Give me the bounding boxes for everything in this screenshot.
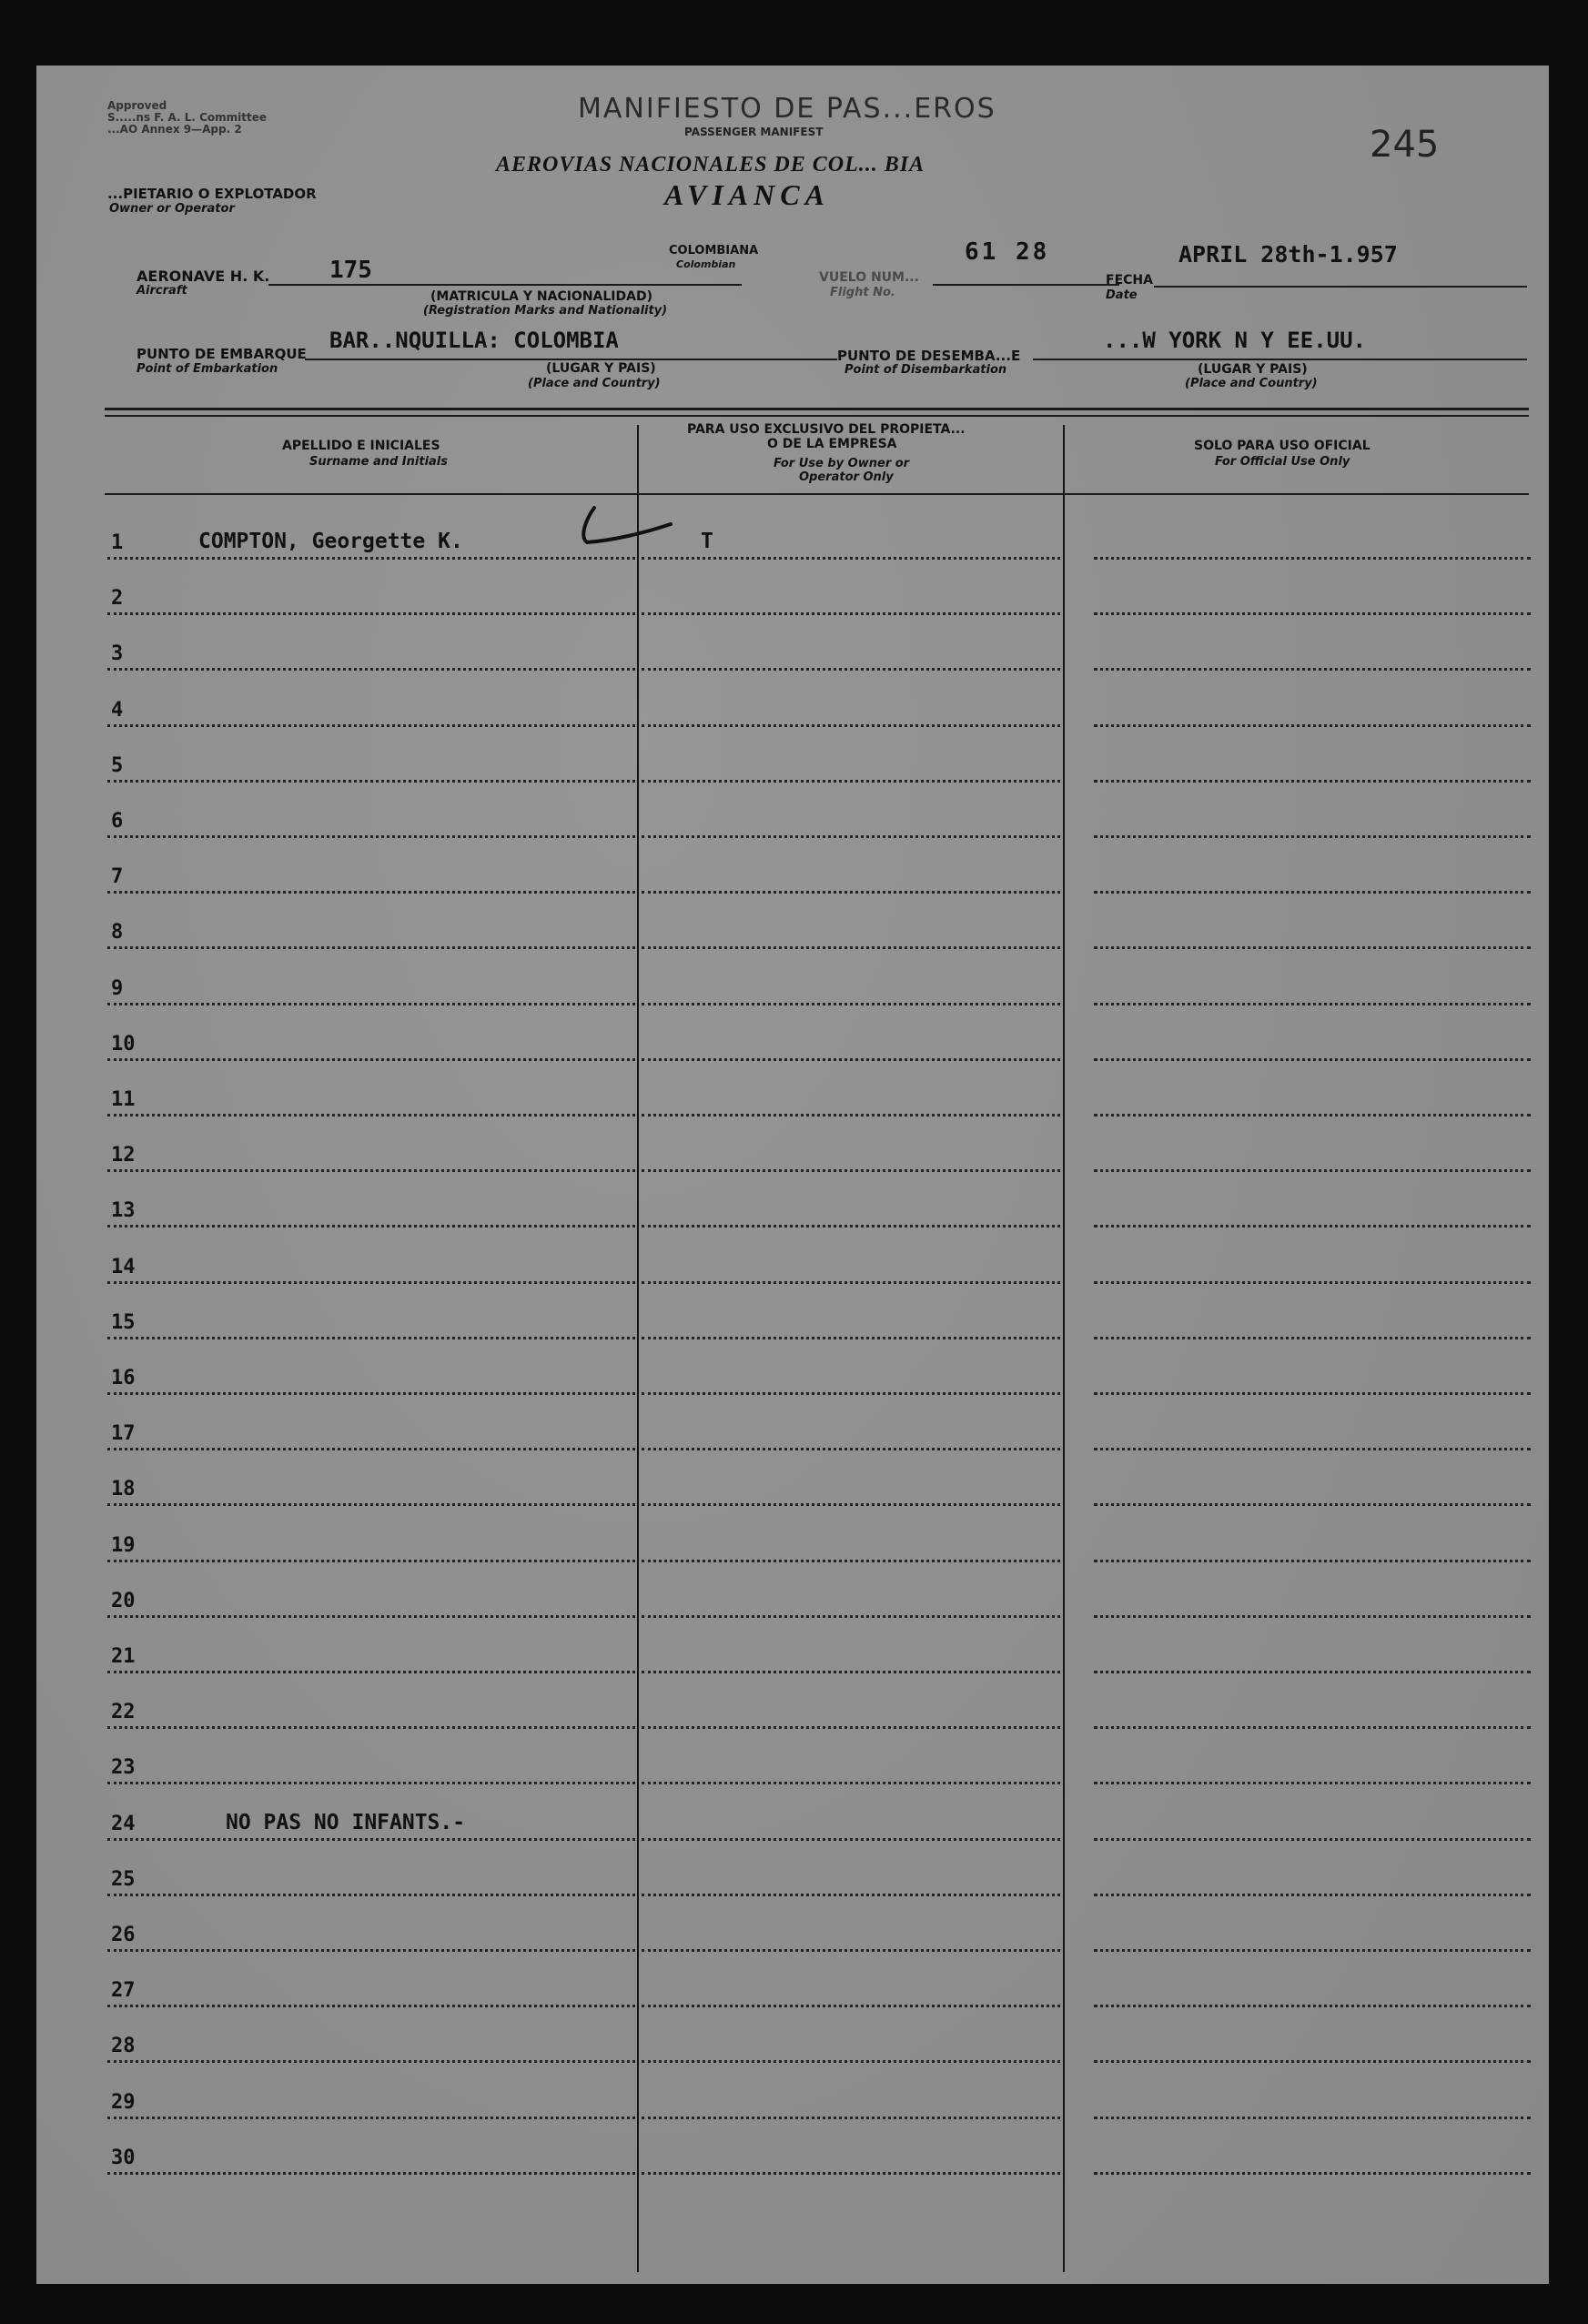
row-number: 23 <box>111 1756 136 1779</box>
table-row <box>36 530 1549 558</box>
row-number: 30 <box>111 2147 136 2169</box>
row-dotted-line <box>107 1726 635 1729</box>
row-dotted-line <box>107 891 635 894</box>
row-dotted-line <box>107 1169 635 1172</box>
table-row <box>36 1979 1549 2006</box>
row-dotted-line <box>1094 946 1531 949</box>
row-dotted-line <box>642 1615 1060 1618</box>
table-row <box>36 1311 1549 1338</box>
row-dotted-line <box>642 1114 1060 1117</box>
row-number: 26 <box>111 1924 136 1946</box>
row-dotted-line <box>107 1615 635 1618</box>
table-row <box>36 1144 1549 1170</box>
row-dotted-line <box>107 1114 635 1117</box>
row-dotted-line <box>642 1169 1060 1172</box>
row-dotted-line <box>107 612 635 615</box>
row-dotted-line <box>107 835 635 838</box>
row-dotted-line <box>642 668 1060 671</box>
owner-column-header-en-1: For Use by Owner or <box>774 457 910 470</box>
flight-label-en: Flight No. <box>830 286 895 299</box>
column-header-rule <box>105 493 1529 495</box>
registration-label-en: (Registration Marks and Nationality) <box>423 304 668 318</box>
table-row <box>36 1924 1549 1950</box>
column-divider-2 <box>1063 425 1065 2272</box>
disembark-label-en: Point of Disembarkation <box>845 363 1007 377</box>
row-dotted-line <box>1094 1726 1531 1729</box>
row-dotted-line <box>107 1560 635 1562</box>
manifest-subtitle: PASSENGER MANIFEST <box>684 126 824 138</box>
row-dotted-line <box>1094 1003 1531 1005</box>
embark-value: BAR..NQUILLA: COLOMBIA <box>329 328 619 353</box>
row-dotted-line <box>1094 1448 1531 1450</box>
table-row <box>36 1756 1549 1783</box>
table-row <box>36 810 1549 836</box>
row-dotted-line <box>642 1058 1060 1061</box>
table-row <box>36 921 1549 947</box>
row-dotted-line <box>107 1448 635 1450</box>
date-label-en: Date <box>1106 288 1138 302</box>
row-dotted-line <box>642 1225 1060 1228</box>
row-dotted-line <box>107 780 635 783</box>
manifest-title: MANIFIESTO DE PAS...EROS <box>578 93 996 125</box>
manifest-sheet <box>36 66 1549 2284</box>
table-row <box>36 1422 1549 1449</box>
row-number: 19 <box>111 1534 136 1557</box>
date-value: APRIL 28th-1.957 <box>1178 241 1398 268</box>
page-number: 245 <box>1370 124 1440 166</box>
name-column-header: APELLIDO E INICIALES <box>282 439 440 453</box>
table-row <box>36 1033 1549 1059</box>
table-row <box>36 1088 1549 1115</box>
nationality-en: Colombian <box>676 258 736 270</box>
row-number: 8 <box>111 921 124 944</box>
table-row <box>36 1367 1549 1393</box>
owner-label-en: Owner or Operator <box>109 202 235 216</box>
row-dotted-line <box>642 1949 1060 1952</box>
table-row <box>36 699 1549 725</box>
flight-value: 61 28 <box>965 238 1050 266</box>
row-number: 27 <box>111 1979 136 2002</box>
airline-logo-text: AVIANCA <box>664 178 830 211</box>
row-number: 18 <box>111 1478 136 1500</box>
row-number: 4 <box>111 699 124 722</box>
row-dotted-line <box>107 1281 635 1284</box>
row-dotted-line <box>642 557 1060 560</box>
row-dotted-line <box>1094 1225 1531 1228</box>
row-number: 17 <box>111 1422 136 1445</box>
table-row <box>36 1590 1549 1616</box>
header-rule-1 <box>105 408 1529 410</box>
table-row <box>36 1478 1549 1504</box>
row-dotted-line <box>107 1838 635 1841</box>
row-dotted-line <box>1094 1281 1531 1284</box>
row-dotted-line <box>1094 2005 1531 2007</box>
embark-label: PUNTO DE EMBARQUE <box>137 346 307 362</box>
row-dotted-line <box>1094 724 1531 727</box>
row-dotted-line <box>642 1337 1060 1339</box>
table-row <box>36 1701 1549 1727</box>
row-dotted-line <box>1094 1894 1531 1896</box>
row-dotted-line <box>1094 891 1531 894</box>
row-dotted-line <box>1094 668 1531 671</box>
row-number: 13 <box>111 1199 136 1222</box>
row-dotted-line <box>107 946 635 949</box>
disembark-sub: (LUGAR Y PAIS) <box>1198 362 1308 377</box>
aircraft-value: 175 <box>329 257 372 284</box>
row-dotted-line <box>642 2172 1060 2175</box>
row-dotted-line <box>107 2005 635 2007</box>
disembark-value: ...W YORK N Y EE.UU. <box>1103 328 1366 353</box>
row-dotted-line <box>1094 1560 1531 1562</box>
row-dotted-line <box>1094 1337 1531 1339</box>
table-row <box>36 1256 1549 1282</box>
table-row <box>36 642 1549 669</box>
flight-underline <box>933 284 1119 286</box>
row-dotted-line <box>642 1281 1060 1284</box>
row-dotted-line <box>107 1782 635 1784</box>
row-dotted-line <box>1094 1114 1531 1117</box>
row-dotted-line <box>642 835 1060 838</box>
header-rule-2 <box>105 415 1529 417</box>
row-dotted-line <box>107 2060 635 2063</box>
row-dotted-line <box>107 557 635 560</box>
row-dotted-line <box>107 1058 635 1061</box>
row-dotted-line <box>107 724 635 727</box>
row-dotted-line <box>1094 1671 1531 1673</box>
aircraft-label-en: Aircraft <box>137 284 187 298</box>
disembark-underline <box>1103 359 1527 360</box>
disembark-label: PUNTO DE DESEMBA...E <box>837 348 1021 364</box>
table-row <box>36 2147 1549 2173</box>
row-dotted-line <box>1094 1169 1531 1172</box>
row-dotted-line <box>1094 2117 1531 2119</box>
row-dotted-line <box>107 1003 635 1005</box>
row-dotted-line <box>642 2005 1060 2007</box>
date-label: FECHA <box>1106 273 1153 288</box>
row-dotted-line <box>642 1671 1060 1673</box>
table-row <box>36 977 1549 1004</box>
row-dotted-line <box>642 1726 1060 1729</box>
row-number: 24 <box>111 1813 136 1835</box>
row-number: 3 <box>111 642 124 665</box>
flight-label: VUELO NUM... <box>819 270 919 285</box>
embark-label-en: Point of Embarkation <box>137 362 278 376</box>
row-number: 9 <box>111 977 124 1000</box>
name-column-header-en: Surname and Initials <box>309 455 448 469</box>
row-dotted-line <box>1094 1392 1531 1395</box>
embark-underline <box>305 359 837 360</box>
row-number: 20 <box>111 1590 136 1612</box>
row-number: 22 <box>111 1701 136 1723</box>
disembark-sub-en: (Place and Country) <box>1185 377 1318 390</box>
row-number: 29 <box>111 2091 136 2114</box>
row-dotted-line <box>642 1003 1060 1005</box>
row-number: 16 <box>111 1367 136 1389</box>
approval-line-3: ...AO Annex 9—App. 2 <box>107 123 242 136</box>
row-number: 28 <box>111 2035 136 2057</box>
owner-label: ...PIETARIO O EXPLOTADOR <box>107 186 317 202</box>
embark-sub-en: (Place and Country) <box>528 377 661 390</box>
row-number: 10 <box>111 1033 136 1056</box>
row-dotted-line <box>642 2060 1060 2063</box>
row-dotted-line <box>642 891 1060 894</box>
row-number: 15 <box>111 1311 136 1334</box>
row-number: 7 <box>111 865 124 888</box>
table-row <box>36 1534 1549 1561</box>
approval-line-1: Approved <box>107 99 167 112</box>
aircraft-underline <box>268 284 742 286</box>
date-underline <box>1154 286 1527 288</box>
owner-column-header-en-2: Operator Only <box>799 470 894 484</box>
row-dotted-line <box>642 612 1060 615</box>
row-dotted-line <box>1094 2172 1531 2175</box>
row-dotted-line <box>1094 612 1531 615</box>
table-row <box>36 587 1549 613</box>
row-dotted-line <box>1094 557 1531 560</box>
row-number: 6 <box>111 810 124 833</box>
row-number: 21 <box>111 1645 136 1668</box>
row-dotted-line <box>1094 2060 1531 2063</box>
row-dotted-line <box>1094 835 1531 838</box>
passenger-name: NO PAS NO INFANTS.- <box>226 1811 466 1834</box>
row-dotted-line <box>642 780 1060 783</box>
approval-note <box>107 100 267 136</box>
column-divider-1 <box>637 425 639 2272</box>
table-row <box>36 2035 1549 2061</box>
row-dotted-line <box>642 1838 1060 1841</box>
row-dotted-line <box>1094 1782 1531 1784</box>
row-number: 11 <box>111 1088 136 1111</box>
row-dotted-line <box>107 1225 635 1228</box>
row-dotted-line <box>642 724 1060 727</box>
owner-column-header-1: PARA USO EXCLUSIVO DEL PROPIETA... <box>687 422 966 437</box>
row-dotted-line <box>642 946 1060 949</box>
row-dotted-line <box>642 2117 1060 2119</box>
row-number: 1 <box>111 531 124 554</box>
row-number: 25 <box>111 1868 136 1891</box>
row-number: 2 <box>111 587 124 610</box>
passenger-name: COMPTON, Georgette K. <box>198 530 463 553</box>
row-dotted-line <box>107 2172 635 2175</box>
official-column-header: SOLO PARA USO OFICIAL <box>1194 439 1371 453</box>
row-dotted-line <box>642 1448 1060 1450</box>
table-row <box>36 1868 1549 1895</box>
row-dotted-line <box>1094 1058 1531 1061</box>
table-row <box>36 1199 1549 1226</box>
row-number: 12 <box>111 1144 136 1167</box>
row-dotted-line <box>107 1503 635 1506</box>
owner-column-header-2: O DE LA EMPRESA <box>767 437 897 451</box>
table-row <box>36 1645 1549 1672</box>
row-dotted-line <box>107 1671 635 1673</box>
row-dotted-line <box>1094 780 1531 783</box>
row-dotted-line <box>107 668 635 671</box>
approval-line-2: S.....ns F. A. L. Committee <box>107 111 268 124</box>
nationality-value: COLOMBIANA <box>669 244 759 258</box>
table-row <box>36 865 1549 892</box>
embark-sub: (LUGAR Y PAIS) <box>546 361 656 376</box>
row-number: 5 <box>111 754 124 777</box>
row-dotted-line <box>642 1392 1060 1395</box>
owner-use-cell: T <box>701 530 713 553</box>
row-dotted-line <box>107 1949 635 1952</box>
registration-label: (MATRICULA Y NACIONALIDAD) <box>430 289 652 304</box>
row-dotted-line <box>1094 1503 1531 1506</box>
airline-name: AEROVIAS NACIONALES DE COL... BIA <box>496 153 925 177</box>
check-mark-icon <box>569 500 696 555</box>
row-dotted-line <box>642 1503 1060 1506</box>
official-column-header-en: For Official Use Only <box>1215 455 1350 469</box>
row-dotted-line <box>642 1560 1060 1562</box>
row-dotted-line <box>107 1337 635 1339</box>
row-number: 14 <box>111 1256 136 1278</box>
row-dotted-line <box>107 1894 635 1896</box>
aircraft-label: AERONAVE H. K. <box>137 268 270 285</box>
row-dotted-line <box>642 1894 1060 1896</box>
row-dotted-line <box>107 1392 635 1395</box>
row-dotted-line <box>642 1782 1060 1784</box>
table-row <box>36 754 1549 781</box>
row-dotted-line <box>1094 1615 1531 1618</box>
table-row <box>36 1811 1549 1839</box>
row-dotted-line <box>1094 1949 1531 1952</box>
row-dotted-line <box>107 2117 635 2119</box>
row-dotted-line <box>1094 1838 1531 1841</box>
